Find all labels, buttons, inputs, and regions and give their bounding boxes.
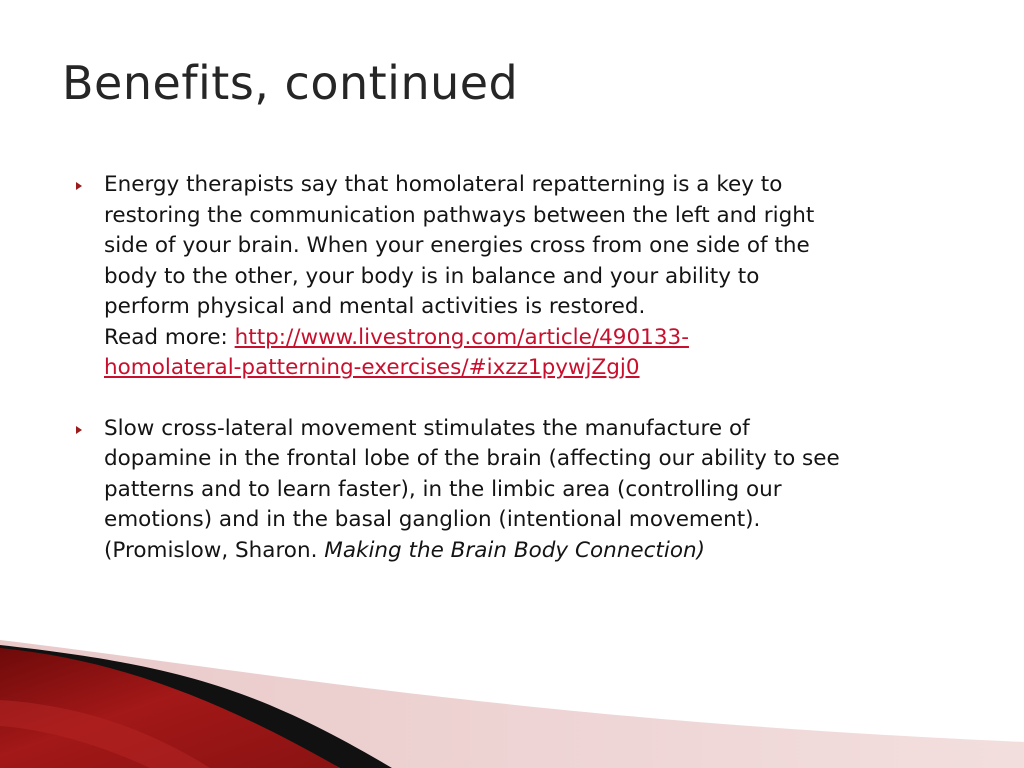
bullet-text-line: side of your brain. When your energies cross from one side of the bbox=[104, 233, 810, 258]
livestrong-link[interactable]: http://www.livestrong.com/article/490133- bbox=[234, 324, 689, 350]
bullet-text-line: body to the other, your body is in balance and your ability to bbox=[104, 263, 760, 289]
bullet-text-line: perform physical and mental activities is restored. bbox=[104, 294, 646, 319]
bullet-text-line: restoring the communication pathways between the left and right bbox=[104, 202, 815, 228]
livestrong-link-continued[interactable]: homolateral-patterning-exercises/#ixzz1pywjZgj0 bbox=[104, 355, 640, 380]
citation-title: Making the Brain Body Connection) bbox=[324, 537, 705, 563]
bullet-text-line: emotions) and in the basal ganglion (intentional movement). bbox=[104, 507, 761, 532]
bullet-text-line: Energy therapists say that homolateral repatterning is a key to bbox=[104, 172, 783, 197]
citation-prefix: (Promislow, Sharon. bbox=[104, 537, 325, 563]
bullet-text-line: dopamine in the frontal lobe of the brain (affecting our ability to see bbox=[104, 446, 840, 471]
slide-title: Benefits, continued bbox=[62, 56, 519, 110]
bullet-text-line: patterns and to learn faster), in the limbic area (controlling our bbox=[104, 476, 782, 502]
bullet-text-line: Slow cross-lateral movement stimulates the manufacture of bbox=[104, 415, 750, 441]
read-more-label: Read more: bbox=[104, 324, 235, 350]
